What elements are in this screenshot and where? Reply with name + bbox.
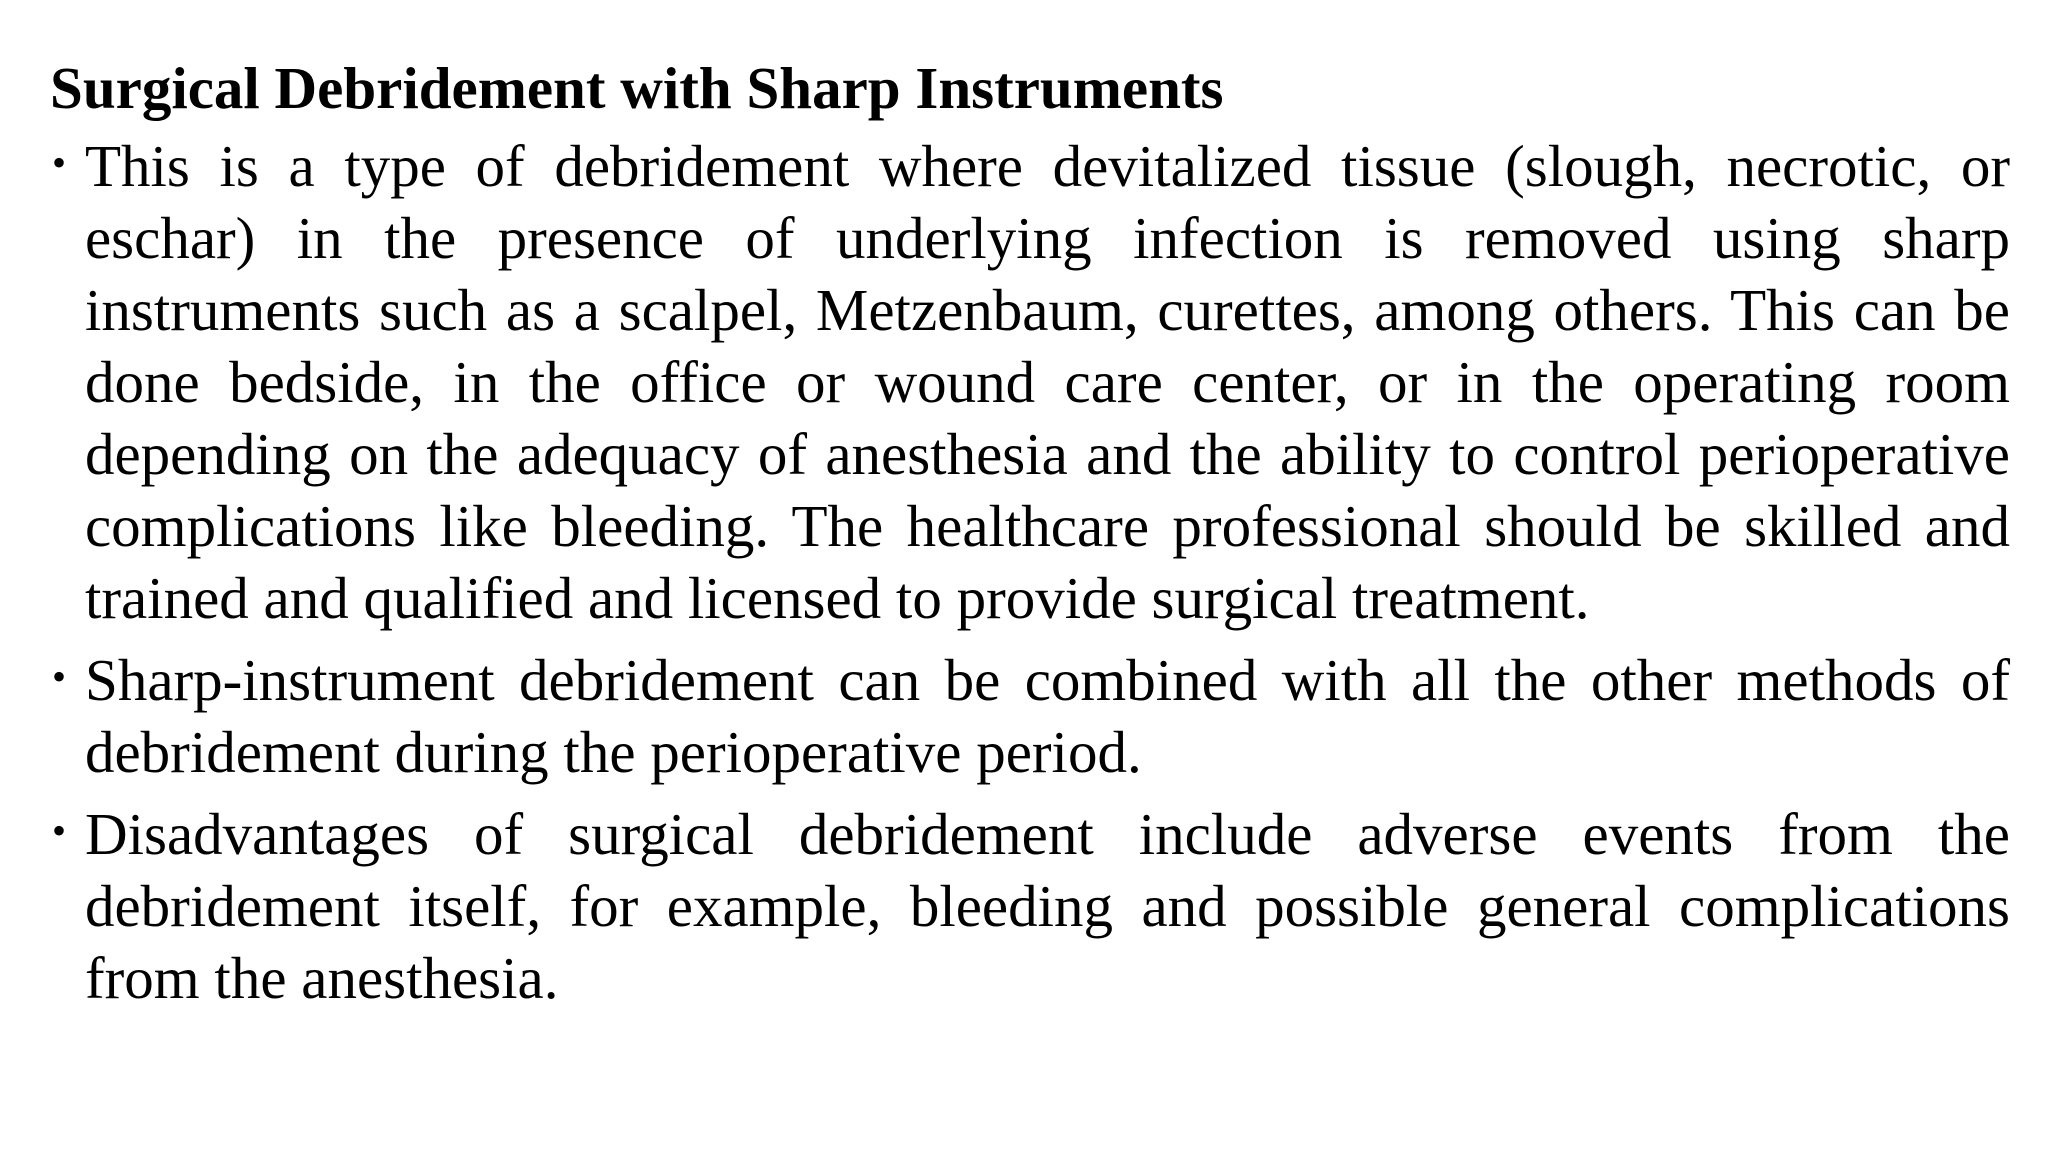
- slide: [50, 48, 2010, 1014]
- slide-title: Surgical Debridement with Sharp Instruments: [50, 55, 1224, 121]
- bullet-text: Disadvantages of surgical debridement include adverse events from the debridement itself, for example, bleeding and possible general complications from the anesthesia.: [85, 801, 2010, 1011]
- bullet-item: [50, 798, 2010, 1014]
- bullet-text: This is a type of debridement where devitalized tissue (slough, necrotic, or eschar) in the presence of underlying infection is removed using sharp instruments such as a scalpel, Metzenbaum, curettes, among others. This can be done bedside, in the office or wound care center, or in the operating room depending on the adequacy of anesthesia and the ability to control perioperative complications like bleeding. The healthcare professional should be skilled and trained and qualified and licensed to provide surgical treatment.: [85, 133, 2010, 631]
- bullet-icon: •: [52, 808, 67, 853]
- bullet-list: [50, 130, 2010, 1014]
- bullet-item: [50, 644, 2010, 788]
- bullet-icon: •: [52, 140, 67, 185]
- bullet-icon: •: [52, 654, 67, 699]
- bullet-text: Sharp-instrument debridement can be combined with all the other methods of debridement during the perioperative period.: [85, 647, 2010, 785]
- bullet-item: [50, 130, 2010, 634]
